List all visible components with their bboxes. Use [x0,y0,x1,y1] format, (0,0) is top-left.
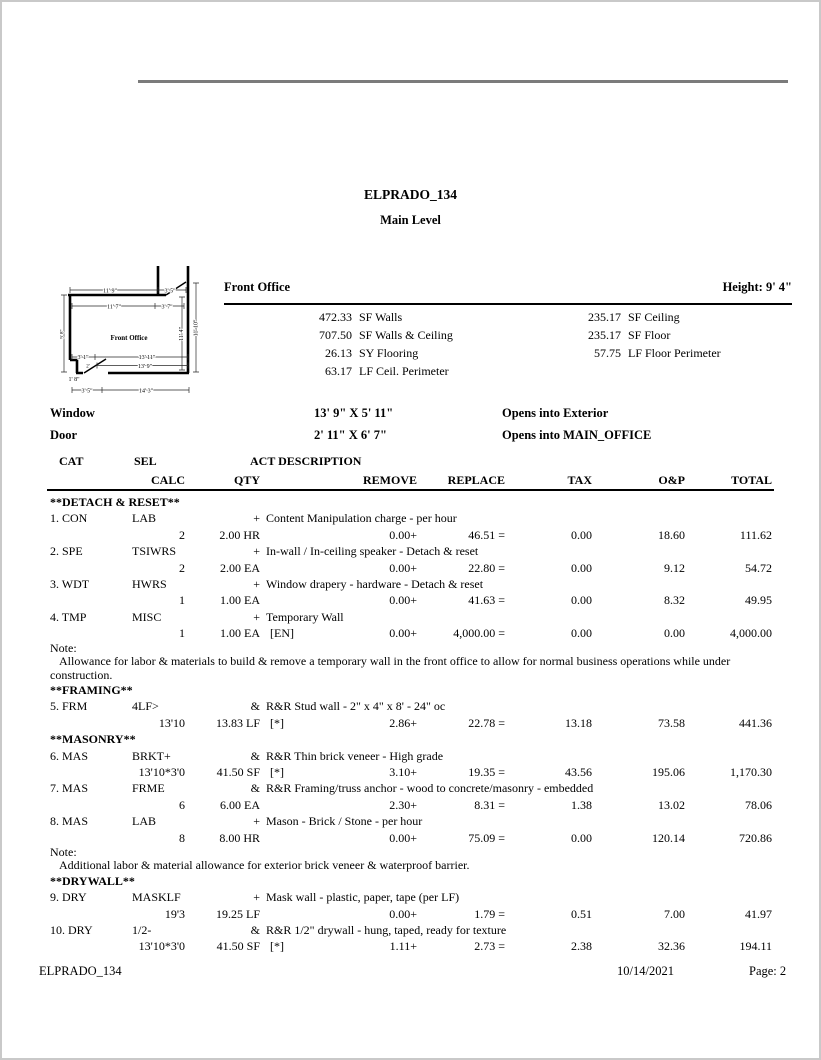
col-header-replace: REPLACE [447,473,505,487]
dim-bottom-r2-left: 2' [86,364,90,370]
cell-total: 720.86 [739,830,772,845]
meas-value: 472.33 [319,310,352,324]
cell-calc: 13'10*3'0 [138,939,185,954]
item-amounts-row [50,560,772,576]
room-header [224,280,792,305]
footer-page-number: Page: 2 [749,964,787,978]
meas-label: LF Floor Perimeter [628,346,721,360]
floorplan-room-label: Front Office [110,334,148,342]
item-amounts-row [50,625,772,641]
item-number-cat: 1. CON [50,511,88,526]
item-sign: & [250,923,260,938]
item-number-cat: 2. SPE [50,544,83,559]
section-title: **DETACH & RESET** [50,495,180,509]
item-sel: 4LF> [132,699,159,714]
item-description: R&R 1/2" drywall - hung, taped, ready for texture [266,923,507,938]
cell-total: 194.11 [739,939,772,954]
meas-label: SF Walls [359,310,403,324]
cell-total: 441.36 [739,715,772,730]
cell-qty: 2.00 HR [219,527,260,542]
cell-op: 18.60 [658,527,685,542]
cell-tax: 1.38 [571,797,592,812]
meas-value: 63.17 [325,364,352,378]
item-description: Window drapery - hardware - Detach & reset [266,576,484,591]
cell-tax: 0.51 [571,906,592,921]
item-amounts-row [50,715,772,731]
item-number-cat: 10. DRY [50,923,93,938]
col-header-op: O&P [658,473,685,487]
cell-remove: 0.00+ [389,626,417,641]
item-desc-row [50,609,772,625]
cell-total: 4,000.00 [730,626,772,641]
dim-bottom-r1-left: 3' 1" [77,355,89,362]
opening-type: Window [50,406,95,420]
cell-calc: 1 [179,626,185,641]
cell-total: 49.95 [745,593,772,608]
item-description: Mask wall - plastic, paper, tape (per LF) [266,890,460,905]
cell-calc: 13'10 [158,715,185,730]
meas-label: SF Ceiling [628,310,680,324]
item-amounts-row [50,938,772,954]
cell-replace: 2.73 = [474,939,505,954]
cell-tax: 0.00 [571,593,592,608]
page-subtitle: Main Level [380,213,441,227]
cell-tax: 0.00 [571,527,592,542]
item-sign: + [253,814,260,829]
cell-remove: 0.00+ [389,593,417,608]
dim-bottom-r1-right: 13' 11" [138,355,156,362]
cell-replace: 75.09 = [468,830,505,845]
item-sel: LAB [132,814,156,829]
opening-size: 2' 11" X 6' 7" [314,427,387,442]
cell-flag: [*] [270,939,284,954]
item-desc-row [50,889,772,905]
dim-notch: 1' 8" [68,377,80,383]
meas-value: 707.50 [319,328,352,342]
item-number-cat: 9. DRY [50,890,87,905]
cell-calc: 2 [179,527,185,542]
cell-calc: 1 [179,593,185,608]
opening-type: Door [50,427,78,442]
cell-qty: 13.83 LF [215,715,260,730]
item-sel: FRME [132,781,165,796]
cell-op: 9.12 [664,560,685,575]
cell-op: 7.00 [664,906,685,921]
item-amounts-row [50,797,772,813]
note-label: Note: [50,844,77,859]
cell-remove: 3.10+ [389,764,417,779]
item-desc-row [50,576,772,592]
item-sel: 1/2- [132,923,152,938]
cell-remove: 1.11+ [389,939,417,954]
cell-flag [260,797,320,813]
col-header-calc: CALC [150,473,185,487]
meas-label: LF Ceil. Perimeter [359,364,449,378]
col-header-remove: REMOVE [363,473,417,487]
cell-qty: 6.00 EA [220,797,260,812]
meas-label: SF Floor [628,328,671,342]
item-description: In-wall / In-ceiling speaker - Detach & reset [266,544,479,559]
section-title: **MASONRY** [50,732,136,747]
cell-remove: 0.00+ [389,560,417,575]
cell-calc: 6 [179,797,185,812]
cell-replace: 19.35 = [468,764,505,779]
cell-replace: 22.78 = [468,715,505,730]
item-sign: + [253,576,260,591]
cell-replace: 8.31 = [474,797,505,812]
cell-calc: 19'3 [164,906,185,921]
item-amounts-row [50,830,772,846]
item-sign: & [250,781,260,796]
note-text: construction. [50,667,113,682]
item-amounts-row [50,592,772,608]
line-items [50,494,772,955]
cell-tax: 2.38 [571,939,592,954]
cell-flag [260,560,320,576]
dim-right-outer: 11' 10" [193,319,200,337]
cell-flag [260,830,320,846]
item-sel: TSIWRS [132,544,177,559]
room-measurements [224,308,792,380]
opening-size: 13' 9" X 5' 11" [314,406,394,420]
dim-bottom-r2-right: 13' 9" [137,363,153,370]
cell-replace: 46.51 = [468,527,505,542]
cell-flag [260,527,320,543]
item-description: R&R Stud wall - 2" x 4" x 8' - 24" oc [266,699,446,714]
item-sign: + [253,609,260,624]
item-number-cat: 3. WDT [50,576,90,591]
item-amounts-row [50,527,772,543]
item-description: Content Manipulation charge - per hour [266,511,457,526]
top-divider-rule [138,80,788,83]
cell-op: 73.58 [658,715,685,730]
cell-qty: 41.50 SF [216,764,260,779]
item-description: R&R Thin brick veneer - High grade [266,748,444,763]
item-number-cat: 4. TMP [50,609,87,624]
item-desc-row [50,922,772,938]
item-description: Temporary Wall [266,609,344,624]
meas-value: 235.17 [588,328,621,342]
cell-remove: 2.86+ [389,715,417,730]
room-openings [50,403,792,446]
cell-flag [260,906,320,922]
cell-tax: 0.00 [571,830,592,845]
dim-top-inner-left: 11' 7" [107,304,121,311]
cell-total: 54.72 [745,560,772,575]
cell-calc: 2 [179,560,185,575]
col-header-cat: CAT [59,454,84,468]
col-header-tax: TAX [567,473,592,487]
item-number-cat: 8. MAS [50,814,89,829]
item-desc-row [50,698,772,714]
dim-top-outer-left: 11' 9" [103,288,117,295]
cell-tax: 0.00 [571,560,592,575]
item-number-cat: 7. MAS [50,781,89,796]
table-header-rule [47,489,774,491]
item-amounts-row [50,906,772,922]
section-title: **FRAMING** [50,683,133,698]
cell-op: 32.36 [658,939,685,954]
table-header-row1 [50,453,772,469]
item-sel: LAB [132,511,156,526]
cell-remove: 2.30+ [389,797,417,812]
cell-total: 78.06 [745,797,772,812]
item-desc-row [50,510,772,526]
item-sign: + [253,511,260,526]
cell-qty: 2.00 EA [220,560,260,575]
dim-top-inner-right: 3' 7" [161,304,173,311]
cell-replace: 22.80 = [468,560,505,575]
col-header-act-description: ACT DESCRIPTION [250,454,362,468]
footer-date: 10/14/2021 [617,964,674,978]
cell-calc: 8 [179,830,185,845]
opening-target: Opens into MAIN_OFFICE [502,427,652,442]
page-title: ELPRADO_134 [363,187,457,202]
item-desc-row [50,543,772,559]
cell-flag: [EN] [270,626,294,641]
item-sign: + [253,890,260,905]
cell-flag [260,592,320,608]
cell-op: 195.06 [652,764,685,779]
opening-target: Opens into Exterior [502,406,609,420]
item-sign: & [250,748,260,763]
cell-op: 8.32 [664,593,685,608]
item-description: Mason - Brick / Stone - per hour [266,814,423,829]
cell-flag: [*] [270,715,284,730]
col-header-qty: QTY [233,473,260,487]
cell-remove: 0.00+ [389,906,417,921]
item-sel: BRKT+ [132,748,171,763]
item-amounts-row [50,764,772,780]
item-sel: HWRS [132,576,167,591]
item-description: R&R Framing/truss anchor - wood to concrete/masonry - embedded [266,781,594,796]
item-number-cat: 6. MAS [50,748,89,763]
cell-op: 0.00 [664,626,685,641]
cell-qty: 19.25 LF [215,906,260,921]
col-header-total: TOTAL [731,473,772,487]
item-desc-row [50,748,772,764]
meas-value: 235.17 [588,310,621,324]
dim-bottom-outer-right: 14' 3" [138,388,154,395]
dim-right-inner: 11' 4" [179,327,185,341]
cell-qty: 8.00 HR [219,830,260,845]
note-text: Additional labor & material allowance for exterior brick veneer & waterproof barrier. [59,858,470,873]
cell-qty: 1.00 EA [220,626,260,641]
item-sel: MISC [132,609,162,624]
cell-calc: 13'10*3'0 [138,764,185,779]
note-label: Note: [50,640,77,655]
cell-tax: 43.56 [565,764,592,779]
dim-bottom-outer-left: 3' 5" [81,388,93,395]
item-sign: & [250,699,260,714]
cell-qty: 41.50 SF [216,939,260,954]
cell-replace: 1.79 = [474,906,505,921]
footer-project-name: ELPRADO_134 [39,964,122,978]
cell-tax: 0.00 [571,626,592,641]
room-name: Front Office [224,280,291,294]
cell-flag: [*] [270,764,284,779]
table-header-row2 [50,472,772,488]
item-number-cat: 5. FRM [50,699,88,714]
item-desc-row [50,813,772,829]
cell-op: 13.02 [658,797,685,812]
cell-replace: 4,000.00 = [453,626,505,641]
cell-op: 120.14 [652,830,685,845]
meas-value: 26.13 [325,346,352,360]
cell-replace: 41.63 = [468,593,505,608]
meas-label: SY Flooring [359,346,419,360]
cell-total: 111.62 [739,527,772,542]
item-desc-row [50,780,772,796]
cell-qty: 1.00 EA [220,593,260,608]
cell-tax: 13.18 [565,715,592,730]
item-sign: + [253,544,260,559]
cell-total: 41.97 [745,906,772,921]
col-header-sel: SEL [134,454,157,468]
cell-remove: 0.00+ [389,830,417,845]
dim-left-wall: 9' 8" [60,329,66,339]
section-title: **DRYWALL** [50,873,135,888]
meas-label: SF Walls & Ceiling [359,328,453,342]
meas-value: 57.75 [594,346,621,360]
note-text: Allowance for labor & materials to build & remove a temporary wall in the front office to allow for normal business operations while under [59,654,731,669]
floorplan-sketch [47,264,222,404]
cell-remove: 0.00+ [389,527,417,542]
item-sel: MASKLF [132,890,181,905]
dim-top-outer-right: 3' 5" [164,288,176,295]
room-height: Height: 9' 4" [722,280,792,294]
cell-total: 1,170.30 [730,764,772,779]
